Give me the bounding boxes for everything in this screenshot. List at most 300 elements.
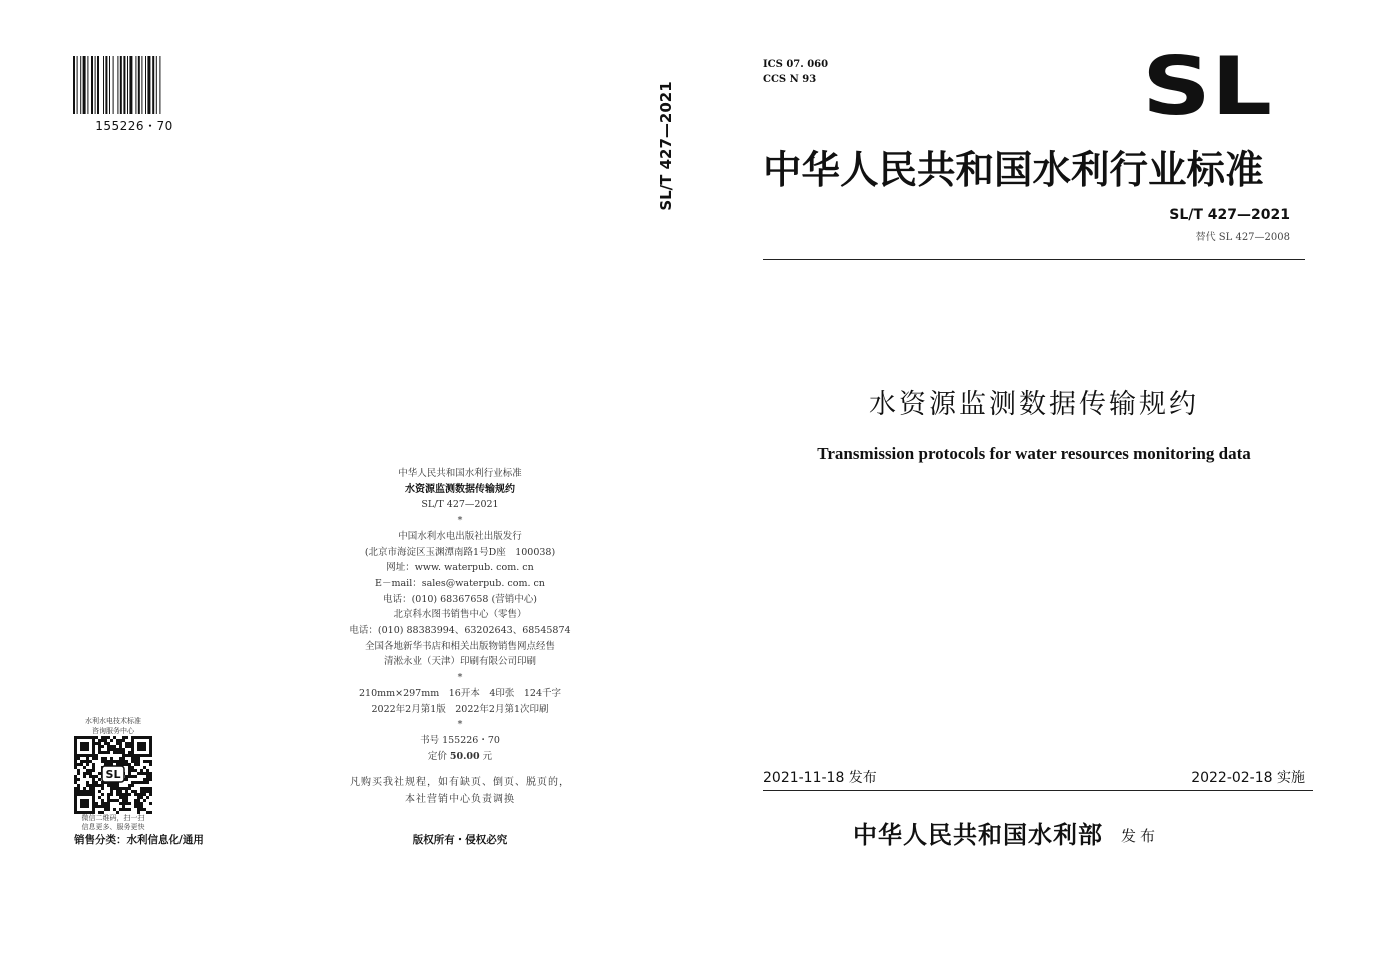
qr-module — [86, 790, 89, 793]
spine-standard-code: SL/T 427—2021 — [657, 81, 675, 211]
qr-module — [128, 808, 131, 811]
qr-module — [149, 787, 152, 790]
issuer — [853, 815, 1159, 850]
qr-module — [83, 787, 86, 790]
barcode-bar — [97, 56, 99, 114]
qr-module — [92, 778, 95, 781]
qr-module — [77, 787, 80, 790]
qr-module — [122, 748, 125, 751]
barcode-number: 155226・70 — [95, 119, 173, 133]
qr-module — [140, 793, 143, 796]
qr-module — [122, 736, 125, 739]
qr-module — [104, 742, 107, 745]
qr-module — [125, 778, 128, 781]
qr-module — [113, 748, 116, 751]
qr-module — [98, 739, 101, 742]
qr-module — [74, 787, 77, 790]
qr-module — [113, 745, 116, 748]
qr-module — [119, 757, 122, 760]
qr-module — [101, 787, 104, 790]
qr-module — [146, 769, 149, 772]
qr-module — [137, 760, 140, 763]
qr-module — [116, 742, 119, 745]
qr-module — [98, 784, 101, 787]
qr-module — [122, 805, 125, 808]
qr-module — [104, 802, 107, 805]
qr-module — [134, 775, 137, 778]
qr-caption-line-1: 水利水电技术标准 — [85, 717, 141, 725]
barcode-bar — [138, 56, 140, 114]
qr-module — [101, 784, 104, 787]
qr-module — [122, 757, 125, 760]
barcode-bar — [109, 56, 110, 114]
qr-module — [137, 793, 140, 796]
barcode-bar — [127, 56, 128, 114]
qr-module — [125, 787, 128, 790]
qr-module — [113, 808, 116, 811]
colophon-printer: 清淞永业（天津）印刷有限公司印刷 — [383, 656, 536, 668]
sl-logo — [1140, 52, 1274, 124]
copyright-notice: 版权所有・侵权必究 — [412, 834, 508, 846]
qr-module — [92, 769, 95, 772]
barcode-bar — [105, 56, 107, 114]
qr-caption-line-2: 咨询服务中心 — [92, 727, 134, 735]
qr-module — [104, 751, 107, 754]
qr-module — [140, 781, 143, 784]
qr-module — [140, 790, 143, 793]
qr-module — [80, 763, 83, 766]
qr-module — [110, 799, 113, 802]
qr-module — [74, 760, 77, 763]
qr-module — [116, 784, 119, 787]
qr-module — [122, 751, 125, 754]
qr-module — [86, 757, 89, 760]
qr-module — [122, 754, 125, 757]
qr-module — [128, 787, 131, 790]
qr-module — [125, 802, 128, 805]
classification-codes — [763, 57, 828, 87]
qr-module — [122, 802, 125, 805]
qr-module — [140, 769, 143, 772]
qr-module — [89, 787, 92, 790]
qr-module — [122, 793, 125, 796]
qr-module — [119, 793, 122, 796]
qr-module — [95, 775, 98, 778]
qr-module — [86, 784, 89, 787]
issuer-name: 中华人民共和国水利部 — [853, 820, 1103, 849]
colophon-website: 网址：www. waterpub. com. cn — [386, 562, 534, 574]
qr-module — [122, 808, 125, 811]
qr-module — [101, 793, 104, 796]
qr-module — [95, 805, 98, 808]
barcode-bar — [103, 56, 104, 114]
sl-logo-text: SL — [1142, 52, 1272, 124]
qr-module — [146, 772, 149, 775]
qr-module — [137, 757, 140, 760]
qr-module — [89, 772, 92, 775]
qr-module — [77, 769, 80, 772]
qr-finder-pattern — [80, 742, 89, 751]
qr-module — [125, 736, 128, 739]
qr-module — [95, 736, 98, 739]
qr-module — [107, 751, 110, 754]
qr-module — [125, 760, 128, 763]
qr-module — [134, 805, 137, 808]
qr-module — [107, 793, 110, 796]
colophon-edition: 2022年2月第1版 2022年2月第1次印刷 — [371, 703, 549, 715]
barcode-bar — [152, 56, 154, 114]
qr-module — [149, 775, 152, 778]
barcode-bar — [159, 56, 160, 114]
qr-module — [143, 778, 146, 781]
qr-module — [110, 748, 113, 751]
qr-module — [137, 772, 140, 775]
qr-module — [110, 739, 113, 742]
colophon-book-number: 书号 155226・70 — [420, 734, 500, 746]
qr-module — [146, 778, 149, 781]
qr-module — [122, 787, 125, 790]
qr-module — [140, 802, 143, 805]
barcode-bar — [123, 56, 125, 114]
qr-module — [125, 763, 128, 766]
colophon-separator: * — [457, 515, 463, 527]
colophon-series: 中华人民共和国水利行业标准 — [398, 468, 522, 479]
qr-module — [110, 790, 113, 793]
qr-module — [143, 766, 146, 769]
qr-module — [134, 763, 137, 766]
qr-module — [149, 793, 152, 796]
qr-module — [134, 757, 137, 760]
qr-module — [107, 760, 110, 763]
qr-module — [98, 790, 101, 793]
qr-module — [89, 760, 92, 763]
qr-module — [95, 781, 98, 784]
ccs-code: CCS N 93 — [763, 74, 817, 85]
qr-module — [101, 736, 104, 739]
qr-module — [140, 787, 143, 790]
qr-module — [77, 763, 80, 766]
qr-module — [89, 769, 92, 772]
qr-module — [140, 772, 143, 775]
qr-module — [125, 790, 128, 793]
qr-module — [125, 775, 128, 778]
qr-module — [125, 742, 128, 745]
qr-module — [134, 802, 137, 805]
qr-module — [92, 787, 95, 790]
implementation-date: 2022-02-18 实施 — [1191, 770, 1305, 786]
barcode-bar — [117, 56, 118, 114]
qr-module — [110, 787, 113, 790]
qr-module — [95, 802, 98, 805]
qr-module — [98, 772, 101, 775]
qr-module — [86, 772, 89, 775]
qr-module — [131, 775, 134, 778]
qr-module — [143, 760, 146, 763]
replaces-standard: 替代 SL 427—2008 — [1195, 232, 1290, 243]
qr-module — [83, 760, 86, 763]
qr-module — [137, 796, 140, 799]
qr-module — [140, 805, 143, 808]
colophon-email: E－mail：sales@waterpub. com. cn — [375, 577, 545, 589]
qr-module — [128, 754, 131, 757]
qr-module — [122, 739, 125, 742]
qr-module — [137, 799, 140, 802]
qr-module — [137, 805, 140, 808]
barcode-bar — [87, 56, 88, 114]
qr-module — [125, 745, 128, 748]
qr-module — [131, 760, 134, 763]
qr-module — [92, 763, 95, 766]
price-label: 定价 — [427, 750, 447, 762]
qr-module — [89, 775, 92, 778]
qr-module — [107, 805, 110, 808]
colophon-price — [340, 749, 580, 765]
colophon-phone-sales: 电话：(010) 68367658 (营销中心) — [383, 593, 537, 605]
qr-module — [95, 742, 98, 745]
qr-module — [101, 799, 104, 802]
qr-module — [131, 781, 134, 784]
barcode-bar — [91, 56, 93, 114]
qr-module — [122, 760, 125, 763]
qr-module — [119, 796, 122, 799]
barcode-bar — [73, 56, 75, 114]
qr-module — [104, 739, 107, 742]
qr-module — [95, 784, 98, 787]
ics-code: ICS 07. 060 — [763, 59, 829, 70]
colophon-phone-retail: 电话：(010) 88383994、63202643、68545874 — [349, 625, 571, 637]
barcode-bar — [156, 56, 157, 114]
qr-module — [77, 772, 80, 775]
qr-module — [143, 772, 146, 775]
qr-module — [101, 739, 104, 742]
qr-module — [74, 778, 77, 781]
barcode-bar — [145, 56, 146, 114]
qr-module — [149, 772, 152, 775]
qr-module — [98, 751, 101, 754]
qr-module — [113, 760, 116, 763]
qr-module — [74, 790, 77, 793]
barcode-bar — [120, 56, 122, 114]
qr-module — [119, 748, 122, 751]
divider-top — [763, 259, 1305, 260]
standard-category-heading: 中华人民共和国水利行业标准 — [763, 148, 1264, 193]
qr-module — [128, 802, 131, 805]
qr-module — [125, 808, 128, 811]
qr-module — [98, 778, 101, 781]
qr-module — [134, 760, 137, 763]
colophon-distribution: 全国各地新华书店和相关出版物销售网点经售 — [364, 640, 555, 652]
qr-module — [116, 751, 119, 754]
qr-module — [77, 778, 80, 781]
qr-module — [143, 787, 146, 790]
qr-subcaption-line-2: 信息更多、服务更快 — [81, 823, 145, 831]
barcode-bar — [141, 56, 142, 114]
divider-bottom — [763, 790, 1313, 791]
qr-module — [119, 802, 122, 805]
qr-module — [101, 802, 104, 805]
qr-module — [146, 790, 149, 793]
qr-finder-pattern — [137, 742, 146, 751]
price-unit: 元 — [482, 750, 493, 762]
qr-module — [119, 760, 122, 763]
colophon-separator: * — [457, 672, 463, 684]
qr-module — [131, 757, 134, 760]
qr-module — [104, 757, 107, 760]
qr-module — [128, 766, 131, 769]
qr-module — [86, 763, 89, 766]
qr-code[interactable] — [74, 736, 152, 814]
qr-module — [74, 763, 77, 766]
barcode-bar — [129, 56, 132, 114]
qr-module — [125, 793, 128, 796]
qr-module — [107, 784, 110, 787]
qr-module — [119, 742, 122, 745]
qr-module — [131, 766, 134, 769]
qr-module — [101, 751, 104, 754]
qr-module — [83, 790, 86, 793]
qr-module — [101, 757, 104, 760]
qr-module — [146, 787, 149, 790]
price-value: 50.00 — [449, 750, 480, 762]
qr-module — [77, 790, 80, 793]
qr-module — [116, 790, 119, 793]
qr-module — [119, 751, 122, 754]
qr-module — [143, 808, 146, 811]
qr-module — [74, 781, 77, 784]
qr-module — [83, 772, 86, 775]
qr-module — [77, 784, 80, 787]
qr-module — [92, 775, 95, 778]
issuer-action: 发布 — [1121, 827, 1160, 845]
qr-module — [140, 796, 143, 799]
qr-module — [110, 793, 113, 796]
qr-module — [146, 775, 149, 778]
qr-module — [83, 766, 86, 769]
qr-module — [107, 745, 110, 748]
spine — [653, 81, 679, 211]
qr-module — [134, 769, 137, 772]
qr-module — [80, 760, 83, 763]
qr-module — [92, 766, 95, 769]
qr-module — [116, 799, 119, 802]
colophon-retail: 北京科水图书销售中心（零售） — [393, 609, 527, 621]
qr-module — [92, 781, 95, 784]
qr-module — [107, 748, 110, 751]
qr-module — [113, 799, 116, 802]
qr-module — [80, 790, 83, 793]
title-chinese: 水资源监测数据传输规约 — [869, 389, 1199, 420]
qr-module — [137, 808, 140, 811]
qr-module — [104, 760, 107, 763]
qr-module — [125, 796, 128, 799]
qr-module — [104, 808, 107, 811]
qr-module — [134, 793, 137, 796]
colophon-notice-2: 本社营销中心负责调换 — [405, 794, 515, 806]
qr-subcaption — [72, 814, 154, 832]
qr-module — [113, 787, 116, 790]
qr-module — [92, 790, 95, 793]
qr-module — [128, 763, 131, 766]
qr-module — [134, 781, 137, 784]
qr-module — [110, 760, 113, 763]
qr-module — [113, 751, 116, 754]
colophon-code: SL/T 427—2021 — [421, 499, 499, 511]
qr-module — [107, 796, 110, 799]
qr-module — [74, 775, 77, 778]
qr-module — [128, 772, 131, 775]
qr-module — [119, 808, 122, 811]
barcode — [72, 56, 196, 114]
qr-module — [116, 739, 119, 742]
qr-module — [98, 796, 101, 799]
qr-module — [86, 781, 89, 784]
colophon-title: 水资源监测数据传输规约 — [405, 483, 515, 495]
qr-module — [86, 760, 89, 763]
qr-module — [107, 736, 110, 739]
qr-module — [98, 748, 101, 751]
qr-module — [134, 799, 137, 802]
qr-module — [125, 799, 128, 802]
qr-module — [116, 760, 119, 763]
qr-module — [137, 802, 140, 805]
qr-module — [128, 742, 131, 745]
qr-module — [128, 793, 131, 796]
qr-module — [113, 736, 116, 739]
qr-module — [89, 790, 92, 793]
qr-module — [137, 781, 140, 784]
colophon-publisher: 中国水利水电出版社出版发行 — [398, 530, 522, 542]
qr-module — [149, 763, 152, 766]
qr-module — [107, 802, 110, 805]
qr-caption — [72, 716, 154, 736]
qr-module — [98, 805, 101, 808]
qr-module — [98, 742, 101, 745]
qr-module — [116, 748, 119, 751]
qr-module — [101, 745, 104, 748]
qr-module — [149, 778, 152, 781]
qr-module — [143, 799, 146, 802]
colophon-format: 210mm×297mm 16开本 4印张 124千字 — [358, 687, 562, 699]
qr-module — [146, 781, 149, 784]
qr-module — [116, 793, 119, 796]
qr-module — [119, 790, 122, 793]
qr-module — [89, 784, 92, 787]
qr-module — [122, 799, 125, 802]
colophon-address: (北京市海淀区玉渊潭南路1号D座 100038) — [364, 546, 556, 558]
qr-module — [146, 796, 149, 799]
barcode-bar — [77, 56, 78, 114]
issue-date: 2021-11-18 发布 — [763, 770, 877, 786]
qr-module — [95, 754, 98, 757]
qr-module — [149, 802, 152, 805]
qr-module — [107, 742, 110, 745]
barcode-bar — [113, 56, 114, 114]
qr-logo-text: SL — [105, 768, 121, 781]
qr-module — [119, 739, 122, 742]
qr-module — [98, 745, 101, 748]
qr-module — [77, 757, 80, 760]
barcode-bar — [135, 56, 136, 114]
qr-module — [143, 781, 146, 784]
qr-module — [74, 757, 77, 760]
qr-module — [140, 808, 143, 811]
qr-module — [122, 796, 125, 799]
barcode-bar — [80, 56, 81, 114]
qr-module — [125, 754, 128, 757]
qr-module — [119, 787, 122, 790]
qr-module — [119, 745, 122, 748]
qr-subcaption-line-1: 微信二维码，扫一扫 — [81, 814, 145, 822]
